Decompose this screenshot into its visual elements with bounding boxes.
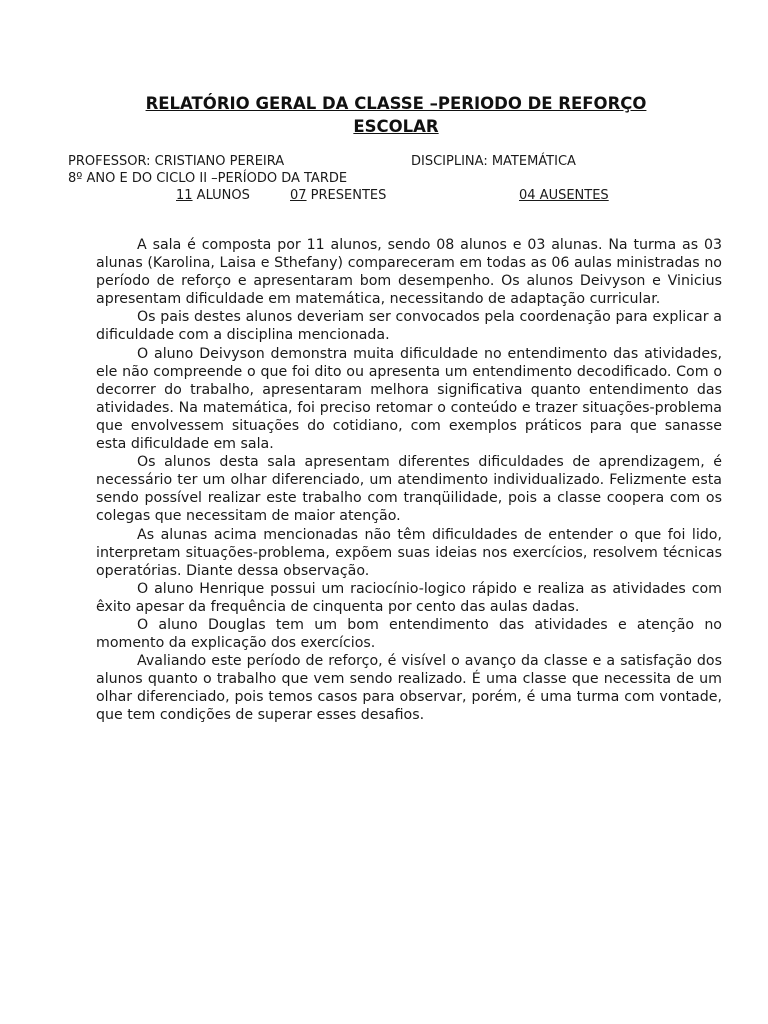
paragraph: Os pais destes alunos deveriam ser convocados pela coordenação para explicar a dificuldade com a disciplina mencionada. xyxy=(96,309,722,344)
alunos-number: 11 xyxy=(176,188,193,203)
professor-label: PROFESSOR: CRISTIANO PEREIRA xyxy=(68,154,285,169)
paragraph: Avaliando este período de reforço, é visível o avanço da classe e a satisfação dos alunos quanto o trabalho que vem sendo realizado. É uma classe que necessita de um olhar diferenciado, pois temos casos para observar, porém, é uma turma com vontade, que tem condições de superar esses desafios. xyxy=(96,653,722,724)
paragraph: A sala é composta por 11 alunos, sendo 08 alunos e 03 alunas. Na turma as 03 alunas (Karolina, Laisa e Sthefany) compareceram em todas as 06 aulas ministradas no período de reforço e apresentaram bom desempenho. Os alunos Deivyson e Vinicius apresentam dificuldade em matemática, necessitando de adaptação curricular. xyxy=(96,237,722,308)
turma-label: 8º ANO E DO CICLO II –PERÍODO DA TARDE xyxy=(68,171,348,186)
presentes-count xyxy=(290,187,386,204)
title-line-1: RELATÓRIO GERAL DA CLASSE –PERIODO DE REFORÇO xyxy=(145,94,647,113)
presentes-number: 07 xyxy=(290,188,307,203)
paragraph: O aluno Deivyson demonstra muita dificuldade no entendimento das atividades, ele não compreende o que foi dito ou apresenta um entendimento decodificado. Com o decorrer do trabalho, apresentaram melhora significativa quanto entendimento das atividades. Na matemática, foi preciso retomar o conteúdo e trazer situações-problema que envolvessem situações do cotidiano, com exemplos práticos para que sanasse esta dificuldade em sala. xyxy=(96,345,722,453)
paragraph: Os alunos desta sala apresentam diferentes dificuldades de aprendizagem, é necessário ter um olhar diferenciado, um atendimento individualizado. Felizmente esta sendo possível realizar este trabalho com tranqüilidade, pois a classe coopera com os colegas que necessitam de maior atenção. xyxy=(96,454,722,525)
document-title xyxy=(96,92,696,138)
disciplina-label: DISCIPLINA: MATEMÁTICA xyxy=(411,154,576,169)
paragraph: As alunas acima mencionadas não têm dificuldades de entender o que foi lido, interpretam situações-problema, expõem suas ideias nos exercícios, resolvem técnicas operatórias. Diante dessa observação. xyxy=(96,526,722,579)
alunos-label: ALUNOS xyxy=(192,188,250,203)
report-body xyxy=(96,236,722,725)
title-line-2: ESCOLAR xyxy=(353,117,439,136)
paragraph: O aluno Henrique possui um raciocínio-logico rápido e realiza as atividades com êxito apesar da frequência de cinquenta por cento das aulas dadas. xyxy=(96,580,722,615)
ausentes-count: 04 AUSENTES xyxy=(519,188,609,203)
alunos-count xyxy=(176,187,250,204)
presentes-label: PRESENTES xyxy=(306,188,387,203)
paragraph: O aluno Douglas tem um bom entendimento das atividades e atenção no momento da explicação dos exercícios. xyxy=(96,616,722,652)
